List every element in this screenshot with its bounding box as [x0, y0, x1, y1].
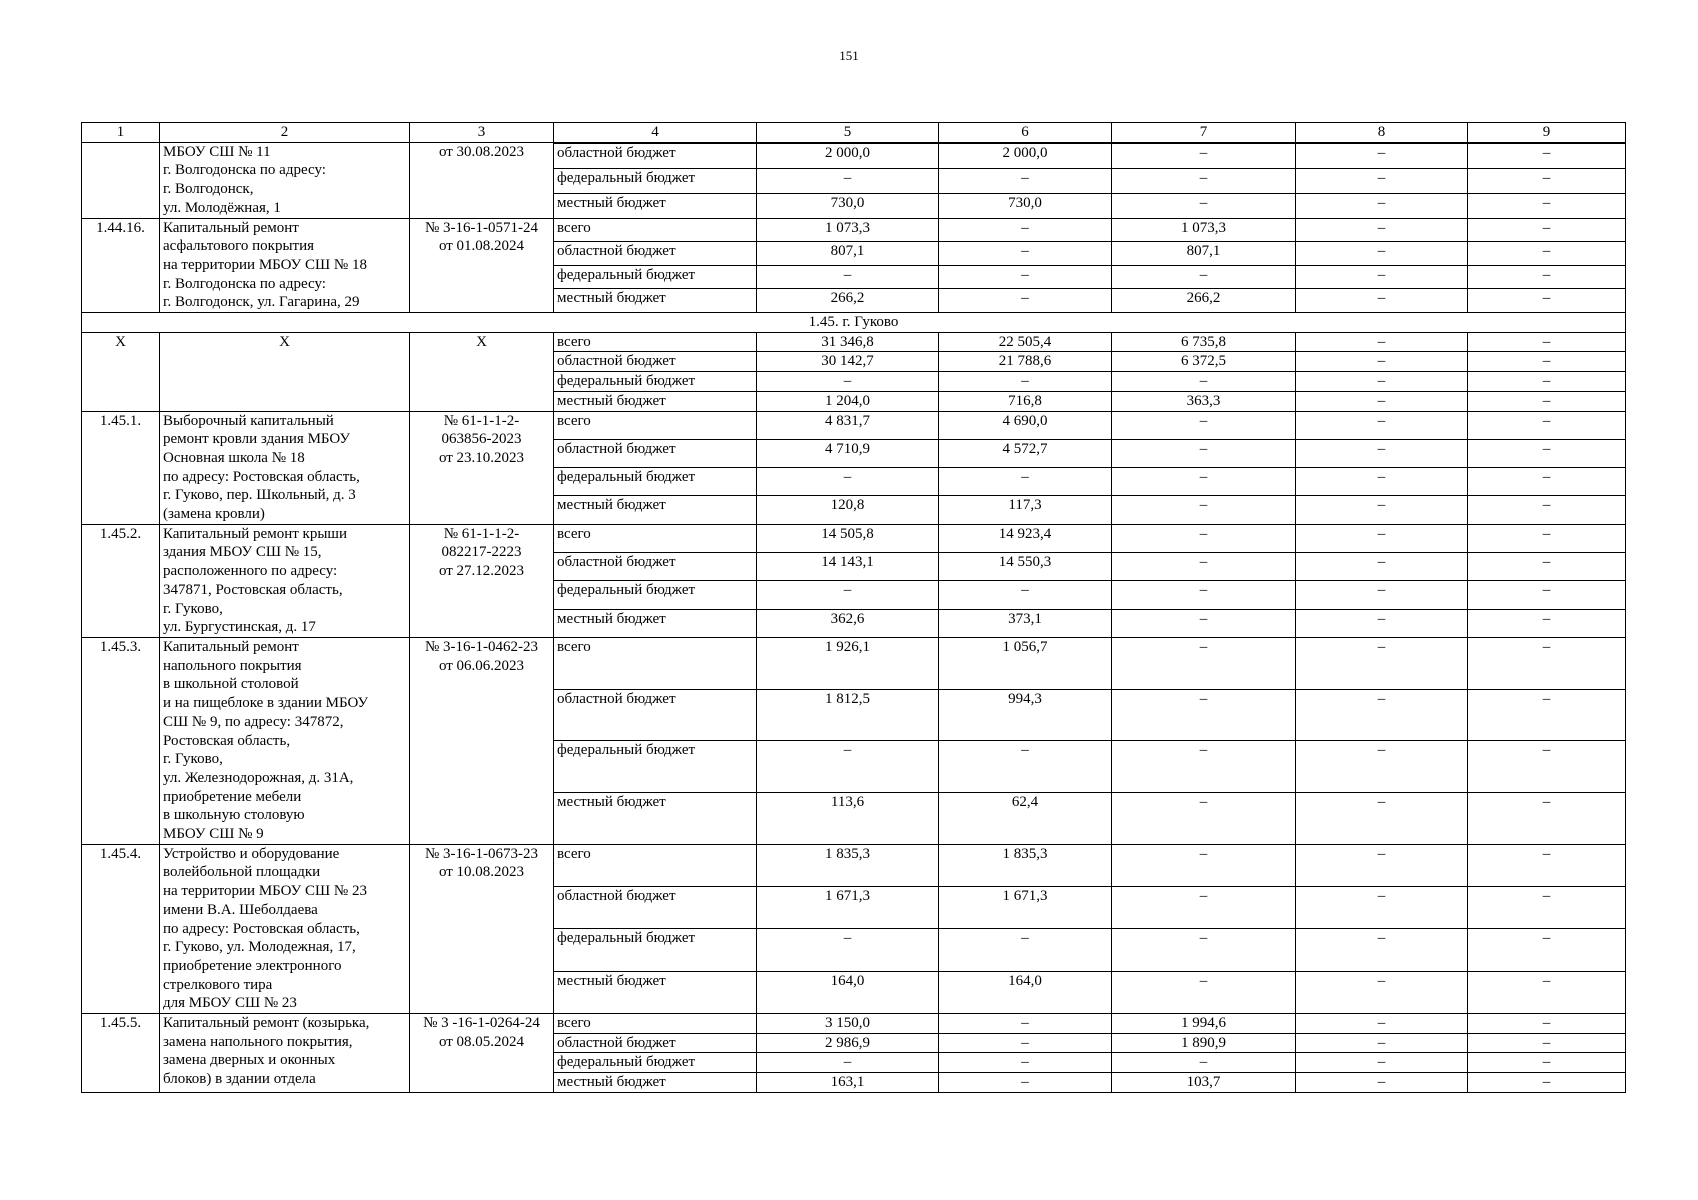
column-numbers-row [82, 123, 1626, 143]
funding-source: всего [554, 844, 757, 886]
funding-source: областной бюджет [554, 553, 757, 581]
funding-source: областной бюджет [554, 1033, 757, 1053]
amount-cell: 6 372,5 [1112, 352, 1296, 372]
amount-cell: – [1112, 971, 1296, 1013]
amount-cell: – [757, 1053, 939, 1073]
amount-cell: – [1112, 265, 1296, 289]
amount-cell: – [939, 242, 1112, 266]
amount-cell: – [1468, 689, 1626, 741]
funding-source: федеральный бюджет [554, 741, 757, 793]
amount-cell: 1 890,9 [1112, 1033, 1296, 1053]
amount-cell: – [757, 372, 939, 392]
funding-source: всего [554, 1014, 757, 1034]
amount-cell: – [1468, 289, 1626, 313]
amount-cell: – [1296, 352, 1468, 372]
amount-cell: 807,1 [1112, 242, 1296, 266]
funding-source: местный бюджет [554, 971, 757, 1013]
amount-cell: – [1296, 468, 1468, 496]
amount-cell: 994,3 [939, 689, 1112, 741]
section-title: 1.45. г. Гуково [82, 313, 1626, 333]
amount-cell: – [1296, 496, 1468, 524]
funding-source: местный бюджет [554, 289, 757, 313]
amount-cell: – [1296, 168, 1468, 193]
item-description: Выборочный капитальный ремонт кровли здания МБОУ Основная школа № 18 по адресу: Ростовская область, г. Гуково, пер. Школьный, д. 3 (замена кровли) [160, 411, 410, 524]
amount-cell: – [939, 468, 1112, 496]
amount-cell: – [1296, 439, 1468, 467]
column-number: 3 [410, 123, 554, 143]
amount-cell: – [1296, 143, 1468, 168]
item-description: Капитальный ремонт асфальтового покрытия на территории МБОУ СШ № 18 г. Волгодонска по адресу: г. Волгодонск, ул. Гагарина, 29 [160, 218, 410, 313]
item-number: 1.45.1. [82, 411, 160, 524]
amount-cell: 22 505,4 [939, 332, 1112, 352]
funding-source: всего [554, 637, 757, 689]
amount-cell: – [1296, 741, 1468, 793]
amount-cell: 113,6 [757, 793, 939, 845]
item-number: 1.45.2. [82, 524, 160, 637]
amount-cell: – [1468, 887, 1626, 929]
amount-cell: – [1468, 929, 1626, 971]
amount-cell: 14 923,4 [939, 524, 1112, 552]
amount-cell: 1 671,3 [939, 887, 1112, 929]
amount-cell: – [1296, 218, 1468, 242]
item-description: Капитальный ремонт напольного покрытия в школьной столовой и на пищеблоке в здании МБОУ СШ № 9, по адресу: 347872, Ростовская область, г. Гуково, ул. Железнодорожная, д. 31А, приобретение мебели в школьную столовую МБОУ СШ № 9 [160, 637, 410, 844]
amount-cell: – [1468, 971, 1626, 1013]
amount-cell: – [757, 168, 939, 193]
amount-cell: – [757, 468, 939, 496]
amount-cell: 31 346,8 [757, 332, 939, 352]
amount-cell: – [1112, 439, 1296, 467]
amount-cell: – [757, 581, 939, 609]
funding-source: федеральный бюджет [554, 468, 757, 496]
amount-cell: – [939, 1014, 1112, 1034]
item-number: 1.45.4. [82, 844, 160, 1013]
amount-cell: – [1112, 553, 1296, 581]
amount-cell: 1 835,3 [757, 844, 939, 886]
amount-cell: 14 550,3 [939, 553, 1112, 581]
amount-cell: – [1296, 793, 1468, 845]
funding-source: местный бюджет [554, 793, 757, 845]
amount-cell: – [1112, 609, 1296, 637]
amount-cell: – [757, 265, 939, 289]
funding-source: местный бюджет [554, 391, 757, 411]
funding-source: областной бюджет [554, 439, 757, 467]
amount-cell: – [1296, 372, 1468, 392]
amount-cell: – [1112, 1053, 1296, 1073]
funding-source: федеральный бюджет [554, 581, 757, 609]
item-number: 1.44.16. [82, 218, 160, 313]
amount-cell: 4 572,7 [939, 439, 1112, 467]
amount-cell: – [939, 168, 1112, 193]
amount-cell: – [1296, 411, 1468, 439]
amount-cell: 1 926,1 [757, 637, 939, 689]
amount-cell: 1 994,6 [1112, 1014, 1296, 1034]
item-number [82, 142, 160, 218]
amount-cell: – [1468, 242, 1626, 266]
item-document: № 61-1-1-2- 063856-2023 от 23.10.2023 [410, 411, 554, 524]
amount-cell: – [1468, 553, 1626, 581]
budget-row [82, 411, 1626, 439]
funding-source: федеральный бюджет [554, 929, 757, 971]
amount-cell: – [1468, 609, 1626, 637]
amount-cell: 21 788,6 [939, 352, 1112, 372]
amount-cell: – [1468, 468, 1626, 496]
column-number: 7 [1112, 123, 1296, 143]
amount-cell: – [939, 581, 1112, 609]
section-row [82, 313, 1626, 333]
item-document: от 30.08.2023 [410, 142, 554, 218]
amount-cell: – [1112, 689, 1296, 741]
amount-cell: 2 986,9 [757, 1033, 939, 1053]
amount-cell: – [939, 265, 1112, 289]
item-document: Х [410, 332, 554, 411]
amount-cell: – [939, 218, 1112, 242]
amount-cell: – [1112, 372, 1296, 392]
amount-cell: 1 073,3 [1112, 218, 1296, 242]
item-document: № 3 -16-1-0264-24 от 08.05.2024 [410, 1014, 554, 1093]
funding-source: всего [554, 524, 757, 552]
amount-cell: – [939, 1053, 1112, 1073]
item-description: Капитальный ремонт (козырька, замена напольного покрытия, замена дверных и оконных блоков) в здании отдела [160, 1014, 410, 1093]
item-document: № 3-16-1-0462-23 от 06.06.2023 [410, 637, 554, 844]
budget-row [82, 332, 1626, 352]
budget-row [82, 218, 1626, 242]
amount-cell: – [1468, 793, 1626, 845]
amount-cell: – [1112, 929, 1296, 971]
amount-cell: – [1112, 524, 1296, 552]
amount-cell: 3 150,0 [757, 1014, 939, 1034]
amount-cell: – [1468, 372, 1626, 392]
amount-cell: – [1296, 332, 1468, 352]
budget-row [82, 524, 1626, 552]
amount-cell: – [1296, 929, 1468, 971]
amount-cell: 4 690,0 [939, 411, 1112, 439]
amount-cell: – [939, 289, 1112, 313]
amount-cell: 1 073,3 [757, 218, 939, 242]
amount-cell: – [1112, 193, 1296, 218]
amount-cell: 14 143,1 [757, 553, 939, 581]
amount-cell: – [1112, 887, 1296, 929]
amount-cell: 1 056,7 [939, 637, 1112, 689]
budget-row [82, 844, 1626, 886]
item-number: Х [82, 332, 160, 411]
amount-cell: – [1296, 391, 1468, 411]
item-description: Капитальный ремонт крыши здания МБОУ СШ № 15, расположенного по адресу: 347871, Ростовская область, г. Гуково, ул. Бургустинская, д. 17 [160, 524, 410, 637]
amount-cell: – [1296, 1033, 1468, 1053]
amount-cell: – [757, 741, 939, 793]
funding-source: областной бюджет [554, 242, 757, 266]
amount-cell: 14 505,8 [757, 524, 939, 552]
budget-row [82, 1014, 1626, 1034]
amount-cell: – [1112, 637, 1296, 689]
funding-source: всего [554, 218, 757, 242]
amount-cell: – [1468, 439, 1626, 467]
amount-cell: – [1468, 411, 1626, 439]
amount-cell: 4 831,7 [757, 411, 939, 439]
amount-cell: – [1468, 524, 1626, 552]
amount-cell: 164,0 [757, 971, 939, 1013]
column-number: 4 [554, 123, 757, 143]
page-number: 151 [839, 48, 859, 63]
amount-cell: – [1112, 496, 1296, 524]
amount-cell: – [1296, 553, 1468, 581]
budget-row [82, 637, 1626, 689]
funding-source: местный бюджет [554, 1073, 757, 1093]
amount-cell: 716,8 [939, 391, 1112, 411]
amount-cell: – [1468, 391, 1626, 411]
column-number: 6 [939, 123, 1112, 143]
funding-source: федеральный бюджет [554, 372, 757, 392]
item-document: № 61-1-1-2- 082217-2223 от 27.12.2023 [410, 524, 554, 637]
table-body [82, 123, 1626, 1093]
amount-cell: – [1468, 741, 1626, 793]
amount-cell: – [1468, 143, 1626, 168]
amount-cell: 6 735,8 [1112, 332, 1296, 352]
item-description: Х [160, 332, 410, 411]
amount-cell: – [1468, 496, 1626, 524]
amount-cell: – [1468, 1014, 1626, 1034]
amount-cell: – [1112, 468, 1296, 496]
amount-cell: – [1296, 1053, 1468, 1073]
amount-cell: – [1468, 193, 1626, 218]
amount-cell: – [1468, 1033, 1626, 1053]
funding-source: областной бюджет [554, 143, 757, 168]
amount-cell: 120,8 [757, 496, 939, 524]
amount-cell: – [1296, 971, 1468, 1013]
funding-source: всего [554, 332, 757, 352]
funding-source: местный бюджет [554, 193, 757, 218]
amount-cell: 163,1 [757, 1073, 939, 1093]
amount-cell: 2 000,0 [757, 143, 939, 168]
amount-cell: – [1296, 887, 1468, 929]
item-description: Устройство и оборудование волейбольной площадки на территории МБОУ СШ № 23 имени В.А. Шеболдаева по адресу: Ростовская область, г. Гуково, ул. Молодежная, 17, приобретение электронного стрелкового тира для МБОУ СШ № 23 [160, 844, 410, 1013]
amount-cell: – [757, 929, 939, 971]
column-number: 1 [82, 123, 160, 143]
amount-cell: 62,4 [939, 793, 1112, 845]
funding-source: местный бюджет [554, 609, 757, 637]
amount-cell: 266,2 [757, 289, 939, 313]
amount-cell: – [1296, 193, 1468, 218]
budget-table [81, 122, 1626, 1093]
amount-cell: – [1112, 844, 1296, 886]
column-number: 9 [1468, 123, 1626, 143]
amount-cell: – [1468, 352, 1626, 372]
item-document: № 3-16-1-0673-23 от 10.08.2023 [410, 844, 554, 1013]
amount-cell: 1 671,3 [757, 887, 939, 929]
amount-cell: 363,3 [1112, 391, 1296, 411]
column-number: 8 [1296, 123, 1468, 143]
funding-source: областной бюджет [554, 352, 757, 372]
amount-cell: 2 000,0 [939, 143, 1112, 168]
amount-cell: – [1468, 1053, 1626, 1073]
amount-cell: – [1296, 689, 1468, 741]
amount-cell: – [1468, 637, 1626, 689]
amount-cell: 103,7 [1112, 1073, 1296, 1093]
amount-cell: – [1468, 168, 1626, 193]
amount-cell: 730,0 [939, 193, 1112, 218]
amount-cell: – [1296, 242, 1468, 266]
funding-source: федеральный бюджет [554, 1053, 757, 1073]
amount-cell: 30 142,7 [757, 352, 939, 372]
column-number: 5 [757, 123, 939, 143]
amount-cell: – [1468, 265, 1626, 289]
item-description: МБОУ СШ № 11 г. Волгодонска по адресу: г. Волгодонск, ул. Молодёжная, 1 [160, 142, 410, 218]
funding-source: областной бюджет [554, 689, 757, 741]
amount-cell: – [1296, 609, 1468, 637]
amount-cell: 164,0 [939, 971, 1112, 1013]
amount-cell: – [1296, 1014, 1468, 1034]
funding-source: федеральный бюджет [554, 265, 757, 289]
column-number: 2 [160, 123, 410, 143]
amount-cell: – [1112, 143, 1296, 168]
funding-source: всего [554, 411, 757, 439]
amount-cell: – [1112, 168, 1296, 193]
funding-source: федеральный бюджет [554, 168, 757, 193]
amount-cell: 1 835,3 [939, 844, 1112, 886]
item-document: № 3-16-1-0571-24 от 01.08.2024 [410, 218, 554, 313]
amount-cell: – [939, 372, 1112, 392]
amount-cell: – [1112, 741, 1296, 793]
amount-cell: – [1296, 289, 1468, 313]
amount-cell: – [939, 741, 1112, 793]
funding-source: областной бюджет [554, 887, 757, 929]
amount-cell: – [1468, 218, 1626, 242]
amount-cell: – [1468, 844, 1626, 886]
amount-cell: – [1112, 581, 1296, 609]
amount-cell: – [1296, 1073, 1468, 1093]
amount-cell: – [1468, 1073, 1626, 1093]
amount-cell: – [939, 1033, 1112, 1053]
amount-cell: 730,0 [757, 193, 939, 218]
amount-cell: – [1296, 844, 1468, 886]
funding-source: местный бюджет [554, 496, 757, 524]
item-number: 1.45.3. [82, 637, 160, 844]
amount-cell: 373,1 [939, 609, 1112, 637]
amount-cell: 362,6 [757, 609, 939, 637]
amount-cell: 1 204,0 [757, 391, 939, 411]
amount-cell: 117,3 [939, 496, 1112, 524]
amount-cell: – [1296, 637, 1468, 689]
amount-cell: 807,1 [757, 242, 939, 266]
amount-cell: – [939, 929, 1112, 971]
amount-cell: 4 710,9 [757, 439, 939, 467]
item-number: 1.45.5. [82, 1014, 160, 1093]
amount-cell: 1 812,5 [757, 689, 939, 741]
amount-cell: – [1112, 793, 1296, 845]
amount-cell: – [1468, 332, 1626, 352]
amount-cell: – [1296, 524, 1468, 552]
amount-cell: – [1468, 581, 1626, 609]
amount-cell: – [939, 1073, 1112, 1093]
amount-cell: – [1296, 265, 1468, 289]
amount-cell: 266,2 [1112, 289, 1296, 313]
amount-cell: – [1112, 411, 1296, 439]
amount-cell: – [1296, 581, 1468, 609]
